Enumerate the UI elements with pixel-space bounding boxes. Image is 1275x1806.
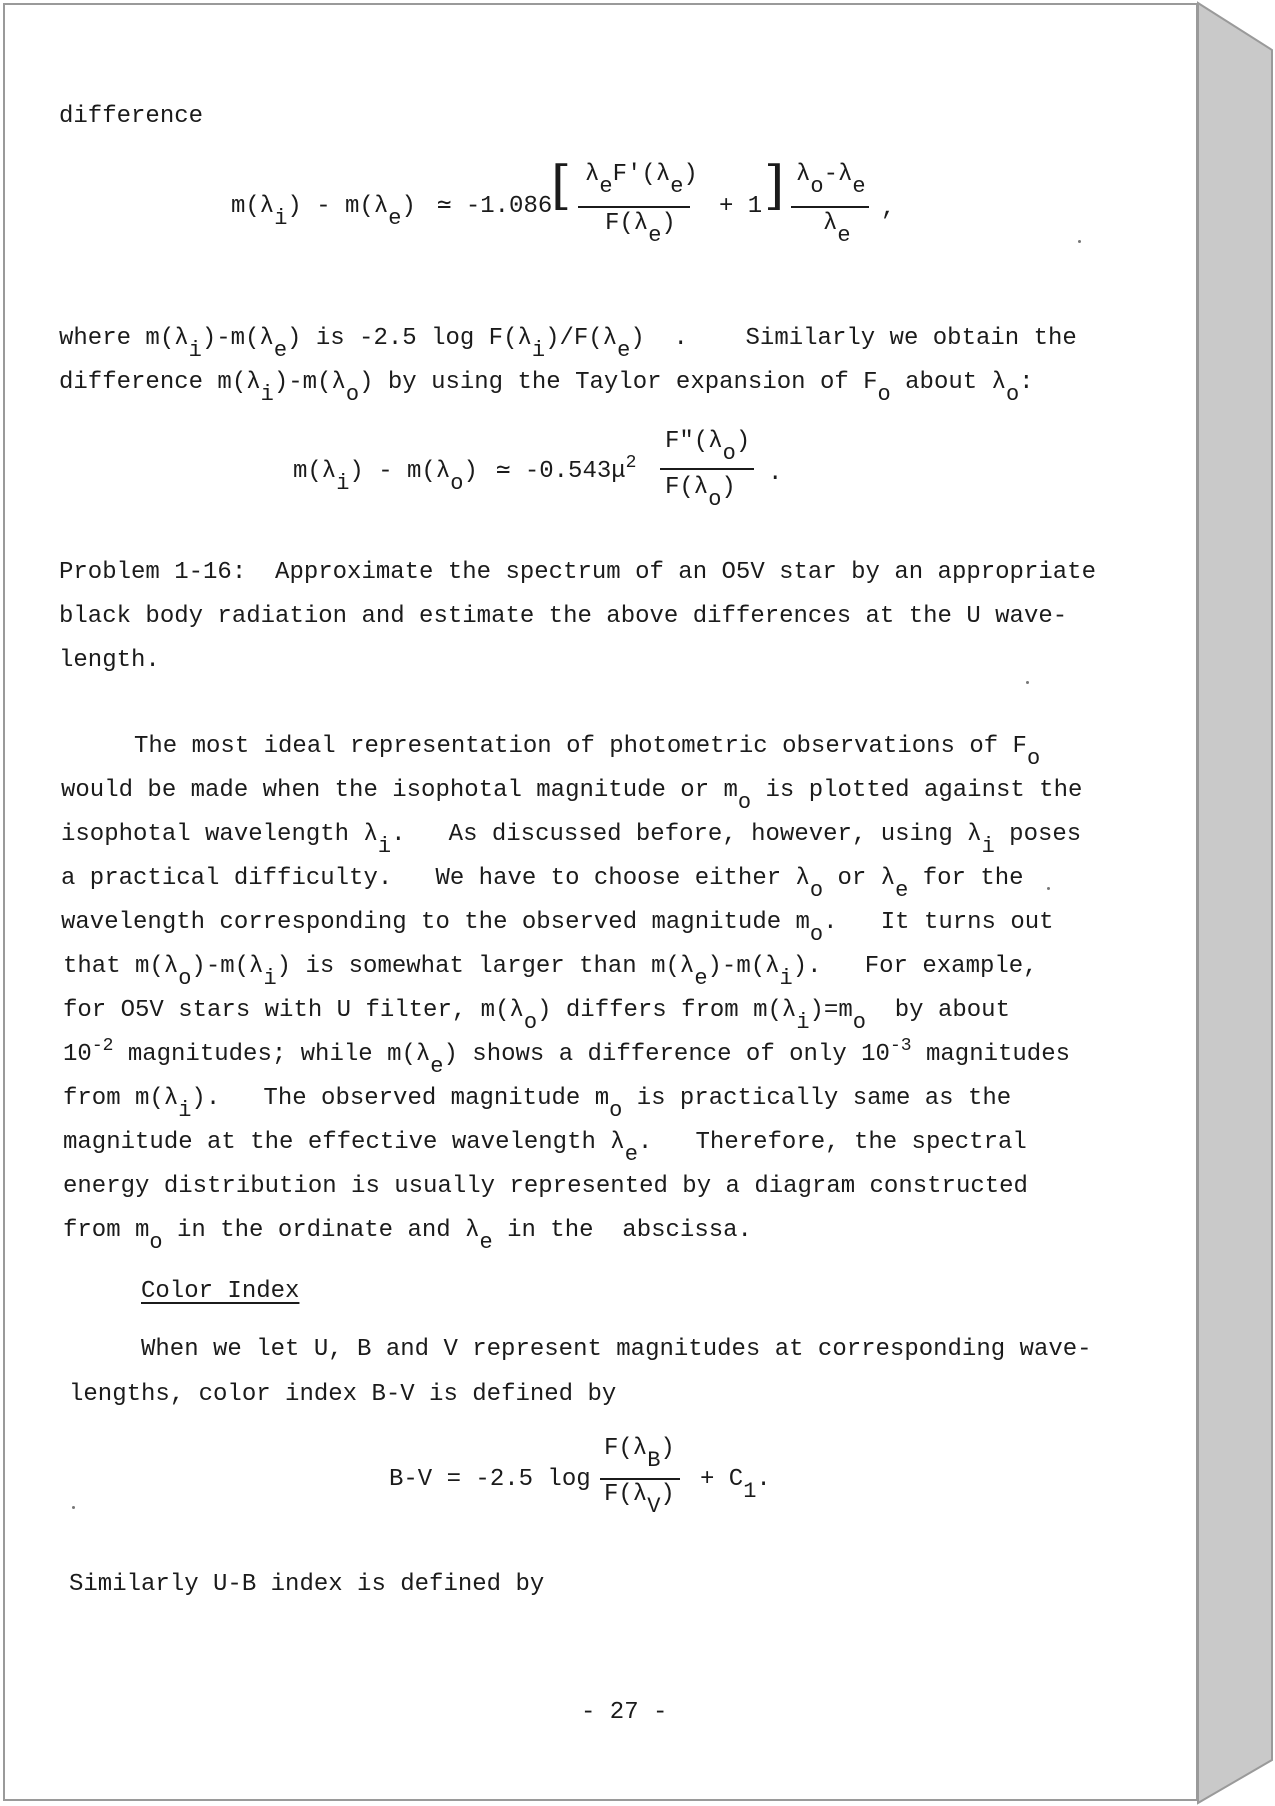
para3-line1: When we let U, B and V represent magnitudes at corresponding wave- [141,1336,1092,1363]
eq1-approx: ≃ -1.086 [437,193,553,220]
page-number: - 27 - [581,1699,668,1726]
eq1-denominator: F(λe) [605,210,676,248]
para2-line5: wavelength corresponding to the observed magnitude mo. It turns out [61,909,1054,947]
problem-line3: length. [59,647,160,674]
para2-line9: from m(λi). The observed magnitude mo is practically same as the [63,1085,1012,1123]
top-word: difference [59,103,204,130]
para2-line6: that m(λo)-m(λi) is somewhat larger than m(λe)-m(λi). For example, [63,953,1038,991]
eq1-frac2-bar [791,206,869,208]
section-heading: Color Index [141,1278,300,1305]
eq3-fraction-bar [600,1478,680,1480]
para2-line12: from mo in the ordinate and λe in the abscissa. [63,1217,752,1255]
eq2-denominator: F(λo) [665,474,736,512]
scan-speck [1026,681,1029,684]
eq2-trailing-period: . [768,460,783,487]
right-bracket: ] [764,156,785,216]
para2-line2: would be made when the isophotal magnitude or mo is plotted against the [61,777,1083,815]
problem-line1: Problem 1-16: Approximate the spectrum of an O5V star by an appropriate [59,559,1096,586]
eq1-fraction-bar [578,206,690,208]
para2-line3: isophotal wavelength λi. As discussed before, however, using λi poses [61,821,1082,859]
para2-line7: for O5V stars with U filter, m(λo) differs from m(λi)=mo by about [63,997,1010,1035]
eq3-rhs: + C1. [700,1466,771,1504]
eq2-numerator: F"(λo) [665,428,751,466]
para2-line11: energy distribution is usually represented by a diagram constructed [63,1173,1028,1200]
para3-line2: lengths, color index B-V is defined by [69,1381,617,1408]
eq1-frac2-denominator: λe [823,210,851,248]
eq1-lhs: m(λi) - m(λe) [231,193,416,231]
eq1-plus-one: + 1 [719,193,763,220]
eq3-denominator: F(λV) [604,1481,675,1519]
scan-speck [1047,887,1050,890]
eq2-lhs: m(λi) - m(λo) [293,458,478,496]
document-page [3,3,1198,1801]
para2-line8: $10^{-2}$ magnitudes; while m(λe) shows a difference of only $10^{-3}$ magnitudes [63,1036,1071,1079]
eq1-numerator: λeF'(λe) [585,161,698,199]
para1-line1: where m(λi)-m(λe) is -2.5 log F(λi)/F(λe) . Similarly we obtain the [59,325,1077,363]
para2-line10: magnitude at the effective wavelength λe. Therefore, the spectral [63,1129,1027,1167]
eq3-lhs: B-V = -2.5 log [389,1466,591,1493]
eq2-fraction-bar [660,468,754,470]
eq2-approx: ≃ $-0.543\mu^2$ [496,453,637,485]
para2-line4: a practical difficulty. We have to choose either λo or λe for the [61,865,1024,903]
eq3-numerator: F(λB) [604,1435,675,1473]
para4: Similarly U-B index is defined by [69,1571,545,1598]
eq1-trailing-comma: , [881,195,896,222]
eq1-frac2-numerator: λo-λe [796,161,866,199]
scan-speck [72,1506,75,1509]
para2-line1: The most ideal representation of photometric observations of Fo [134,733,1041,771]
left-bracket: [ [551,156,572,216]
problem-line2: black body radiation and estimate the above differences at the U wave- [59,603,1068,630]
scan-speck [1078,240,1081,243]
para1-line2: difference m(λi)-m(λo) by using the Taylor expansion of Fo about λo: [59,369,1034,407]
